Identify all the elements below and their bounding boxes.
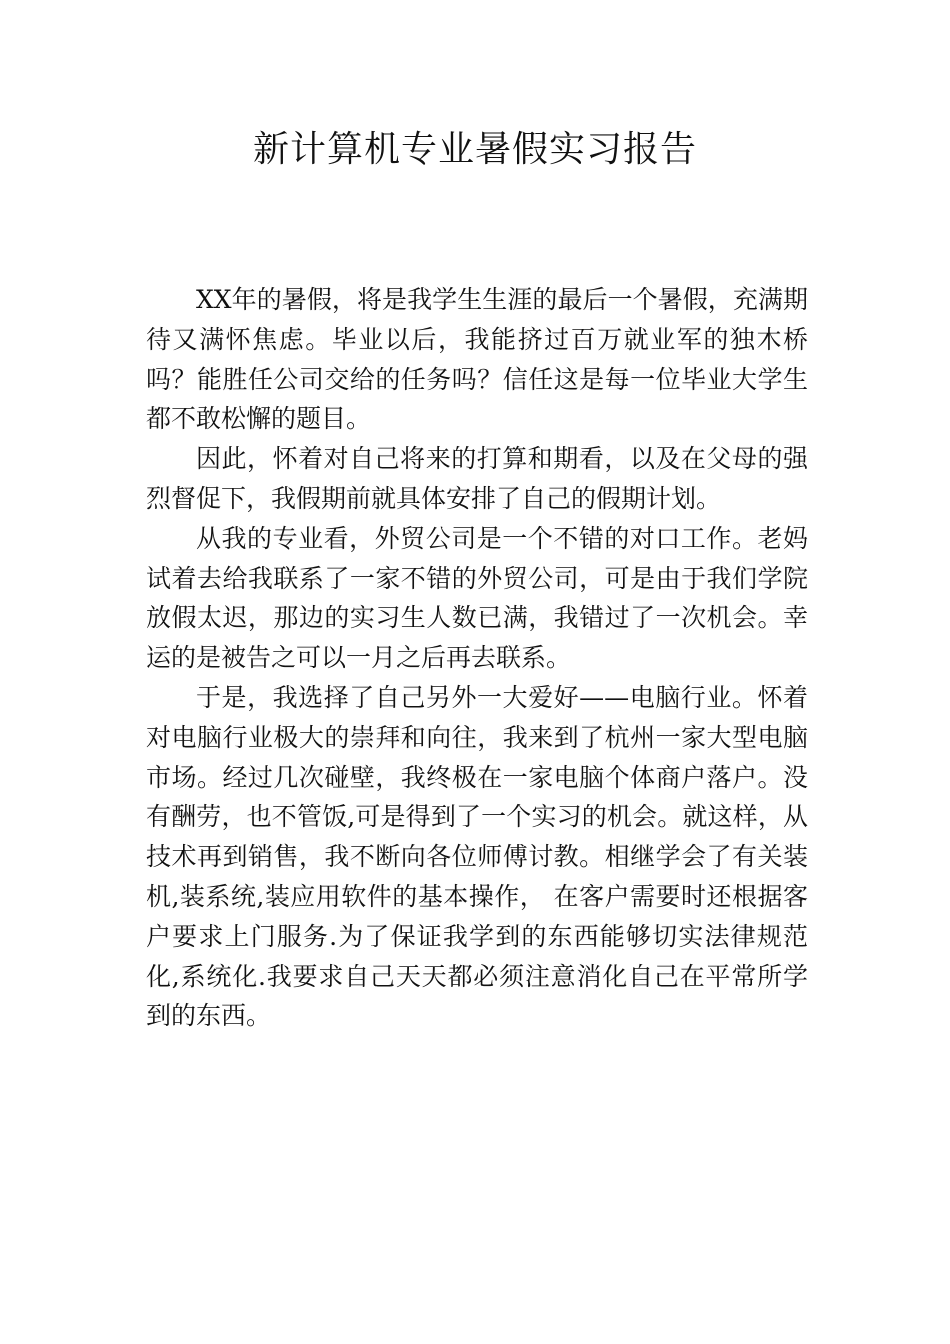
paragraph-4: 于是，我选择了自己另外一大爱好——电脑行业。怀着对电脑行业极大的崇拜和向往，我来到了杭州一家大型电脑市场。经过几次碰壁，我终极在一家电脑个体商户落户。没有酬劳，也不管饭,可是得到了一个实习的机会。就这样，从技术再到销售，我不断向各位师傅讨教。相继学会了有关装机,装系统,装应用软件的基本操作， 在客户需要时还根据客户要求上门服务.为了保证我学到的东西能够切实法律规范化,系统化.我要求自己天天都必须注意消化自己在平常所学到的东西。 (146, 682, 808, 1031)
document-body (146, 280, 808, 1036)
document-title: 新计算机专业暑假实习报告 (252, 129, 697, 170)
paragraph-1: XX年的暑假，将是我学生生涯的最后一个暑假，充满期待又满怀焦虑。毕业以后，我能挤过百万就业军的独木桥吗？能胜任公司交给的任务吗？信任这是每一位毕业大学生都不敢松懈的题目。 (146, 285, 808, 434)
paragraph-2: 因此，怀着对自己将来的打算和期看，以及在父母的强烈督促下，我假期前就具体安排了自己的假期计划。 (146, 444, 808, 513)
paragraph-3: 从我的专业看，外贸公司是一个不错的对口工作。老妈试着去给我联系了一家不错的外贸公司，可是由于我们学院放假太迟，那边的实习生人数已满，我错过了一次机会。幸运的是被告之可以一月之后再去联系。 (146, 523, 808, 673)
